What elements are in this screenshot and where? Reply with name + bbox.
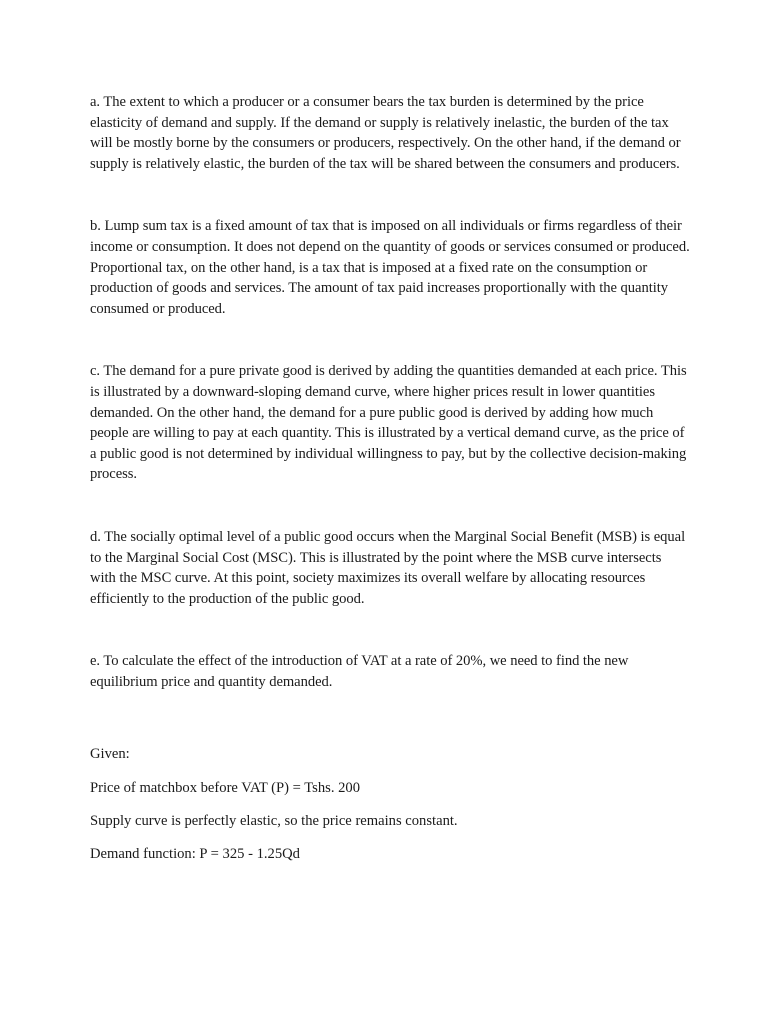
answer-a-text: The extent to which a producer or a consumer bears the tax burden is determined by the price elasticity of demand and supply. If the demand or supply is relatively inelastic, the burden of the tax will be mostly borne by the consumers or producers, respectively. On the other hand, if the demand or supply is relatively elastic, the burden of the tax will be shared between the consumers and producers. (90, 94, 681, 172)
answer-d-label: d. (90, 528, 101, 545)
demand-function: Demand function: P = 325 - 1.25Qd (90, 845, 300, 862)
answer-e-text: To calculate the effect of the introduction of VAT at a rate of 20%, we need to find the new equilibrium price and quantity demanded. (90, 653, 629, 690)
answer-b-label: b. (90, 218, 101, 235)
given-section (90, 744, 690, 864)
answer-c (90, 361, 690, 485)
answer-b (90, 216, 690, 319)
answer-d-text: The socially optimal level of a public good occurs when the Marginal Social Benefit (MSB) is equal to the Marginal Social Cost (MSC). This is illustrated by the point where the MSB curve intersects with the MSC curve. At this point, society maximizes its overall welfare by allocating resources efficiently to the production of the public good. (90, 528, 686, 607)
answer-b-text: Lump sum tax is a fixed amount of tax that is imposed on all individuals or firms regardless of their income or consumption. It does not depend on the quantity of goods or services consumed or produced. Proportional tax, on the other hand, is a tax that is imposed at a fixed rate on the consumption or production of goods and services. The amount of tax paid increases proportionally with the quantity consumed or produced. (90, 218, 690, 317)
answer-a-label: a. (90, 94, 101, 110)
answer-d (90, 527, 690, 609)
document-body (90, 92, 690, 864)
answer-e (90, 651, 690, 692)
price-before-vat: Price of matchbox before VAT (P) = Tshs. 200 (90, 779, 361, 796)
answer-a (90, 92, 690, 174)
supply-note: Supply curve is perfectly elastic, so the price remains constant. (90, 812, 458, 829)
answer-c-label: c. (90, 363, 101, 380)
answer-e-label: e. (90, 653, 101, 670)
answer-c-text: The demand for a pure private good is derived by adding the quantities demanded at each price. This is illustrated by a downward-sloping demand curve, where higher prices result in lower quantities demanded. On the other hand, the demand for a pure public good is derived by adding how much people are willing to pay at each quantity. This is illustrated by a vertical demand curve, as the price of a public good is not determined by individual willingness to pay, but by the collective decision-making process. (90, 363, 687, 483)
given-heading: Given: (90, 746, 130, 763)
